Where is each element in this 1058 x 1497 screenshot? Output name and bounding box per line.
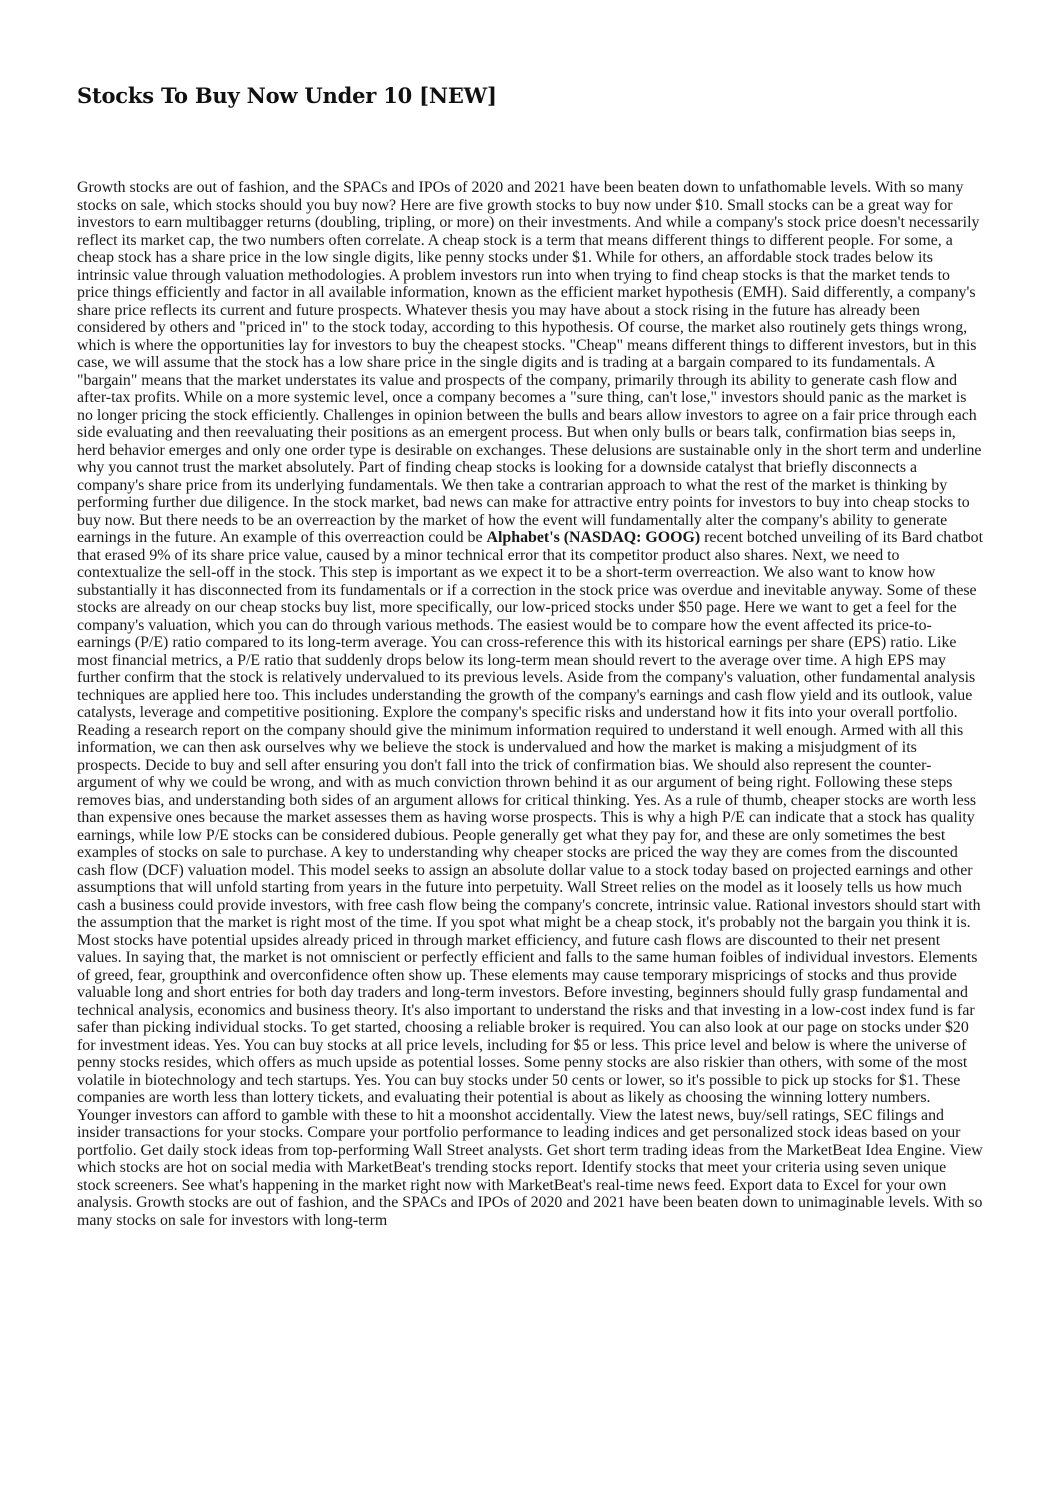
company-ticker-bold: Alphabet's (NASDAQ: GOOG): [486, 529, 701, 546]
body-text-part-2: recent botched unveiling of its Bard chatbot that erased 9% of its share price value, caused by a minor technical error that its competitor product also shares. Next, we need to contextualize the sell-off in the stock. This step is important as we expect it to be a short-term overreaction. We also want to know how substantially it has disconnected from its fundamentals or if a correction in the stock price was overdue and inevitable anyway. Some of these stocks are already on our cheap stocks buy list, more specifically, our low-priced stocks under $50 page. Here we want to get a feel for the company's valuation, which you can do through various methods. The easiest would be to compare how the event affected its price-to-earnings (P/E) ratio compared to its long-term average. You can cross-reference this with its historical earnings per share (EPS) ratio. Like most financial metrics, a P/E ratio that suddenly drops below its long-term mean should revert to the average over time. A high EPS may further confirm that the stock is relatively undervalued to its previous levels. Aside from the company's valuation, other fundamental analysis techniques are applied here too. This includes understanding the growth of the company's earnings and cash flow yield and its outlook, value catalysts, leverage and competitive positioning. Explore the company's specific risks and understand how it fits into your overall portfolio. Reading a research report on the company should give the minimum information required to understand it well enough. Armed with all this information, we can then ask ourselves why we believe the stock is undervalued and how the market is making a misjudgment of its prospects. Decide to buy and sell after ensuring you don't fall into the trick of confirmation bias. We should also represent the counter-argument of why we could be wrong, and with as much conviction thrown behind it as our argument of being right. Following these steps removes bias, and understanding both sides of an argument allows for critical thinking. Yes. As a rule of thumb, cheaper stocks are worth less than expensive ones because the market assesses them as having worse prospects. This is why a high P/E can indicate that a stock has quality earnings, while low P/E stocks can be considered dubious. People generally get what they pay for, and these are only sometimes the best examples of stocks on sale to purchase. A key to understanding why cheaper stocks are priced the way they are comes from the discounted cash flow (DCF) valuation model. This model seeks to assign an absolute dollar value to a stock today based on projected earnings and other assumptions that will unfold starting from years in the future into perpetuity. Wall Street relies on the model as it loosely tells us how much cash a business could provide investors, with free cash flow being the company's concrete, intrinsic value. Rational investors should start with the assumption that the market is right most of the time. If you spot what might be a cheap stock, it's probably not the bargain you think it is. Most stocks have potential upsides already priced in through market efficiency, and future cash flows are discounted to their net present values. In saying that, the market is not omniscient or perfectly efficient and falls to the same human foibles of individual investors. Elements of greed, fear, groupthink and overconfidence often show up. These elements may cause temporary mispricings of stocks and thus provide valuable long and short entries for both day traders and long-term investors. Before investing, beginners should fully grasp fundamental and technical analysis, economics and business theory. It's also important to understand the risks and that investing in a low-cost index fund is far safer than picking individual stocks. To get started, choosing a reliable broker is required. You can also look at our page on stocks under $20 for investment ideas. Yes. You can buy stocks at all price levels, including for $5 or less. This price level and below is where the universe of penny stocks resides, which offers as much upside as potential losses. Some penny stocks are also riskier than others, with some of the most volatile in biotechnology and tech startups. Yes. You can buy stocks under 50 cents or lower, so it's possible to pick up stocks for $1. These companies are worth less than lottery tickets, and evaluating their potential is about as likely as choosing the winning lottery numbers. Younger investors can afford to gamble with these to hit a moonshot accidentally. View the latest news, buy/sell ratings, SEC filings and insider transactions for your stocks. Compare your portfolio performance to leading indices and get personalized stock ideas based on your portfolio. Get daily stock ideas from top-performing Wall Street analysts. Get short term trading ideas from the MarketBeat Idea Engine. View which stocks are hot on social media with MarketBeat's trending stocks report. Identify stocks that meet your criteria using seven unique stock screeners. See what's happening in the market right now with MarketBeat's real-time news feed. Export data to Excel for your own analysis. Growth stocks are out of fashion, and the SPACs and IPOs of 2020 and 2021 have been beaten down to unimaginable levels. With so many stocks on sale for investors with long-term: [77, 529, 984, 1229]
body-text-part-1: Growth stocks are out of fashion, and the SPACs and IPOs of 2020 and 2021 have been beaten down to unfathomable levels. With so many stocks on sale, which stocks should you buy now? Here are five growth stocks to buy now under $10. Small stocks can be a great way for investors to earn multibagger returns (doubling, tripling, or more) on their investments. And while a company's stock price doesn't necessarily reflect its market cap, the two numbers often correlate. A cheap stock is a term that means different things to different people. For some, a cheap stock has a share price in the low single digits, like penny stocks under $1. While for others, an affordable stock trades below its intrinsic value through valuation methodologies. A problem investors run into when trying to find cheap stocks is that the market tends to price things efficiently and factor in all available information, known as the efficient market hypothesis (EMH). Said differently, a company's share price reflects its current and future prospects. Whatever thesis you may have about a stock rising in the future has already been considered by others and "priced in" to the stock today, according to this hypothesis. Of course, the market also routinely gets things wrong, which is where the opportunities lay for investors to buy the cheapest stocks. "Cheap" means different things to different investors, but in this case, we will assume that the stock has a low share price in the single digits and is trading at a bargain compared to its fundamentals. A "bargain" means that the market understates its value and prospects of the company, primarily through its ability to generate cash flow and after-tax profits. While on a more systemic level, once a company becomes a "sure thing, can't lose," investors should panic as the market is no longer pricing the stock efficiently. Challenges in opinion between the bulls and bears allow investors to agree on a fair price through each side evaluating and then reevaluating their positions as an emergent process. But when only bulls or bears talk, confirmation bias seeps in, herd behavior emerges and only one order type is desirable on exchanges. These delusions are sustainable only in the short term and underline why you cannot trust the market absolutely. Part of finding cheap stocks is looking for a downside catalyst that briefly disconnects a company's share price from its underlying fundamentals. We then take a contrarian approach to what the rest of the market is thinking by performing further due diligence. In the stock market, bad news can make for attractive entry points for investors to buy into cheap stocks to buy now. But there needs to be an overreaction by the market of how the event will fundamentally alter the company's ability to generate earnings in the future. An example of this overreaction could be: [77, 179, 982, 546]
page-title: Stocks To Buy Now Under 10 [NEW]: [77, 83, 497, 108]
article-body: [77, 179, 983, 1229]
article-paragraph: [77, 179, 983, 1229]
